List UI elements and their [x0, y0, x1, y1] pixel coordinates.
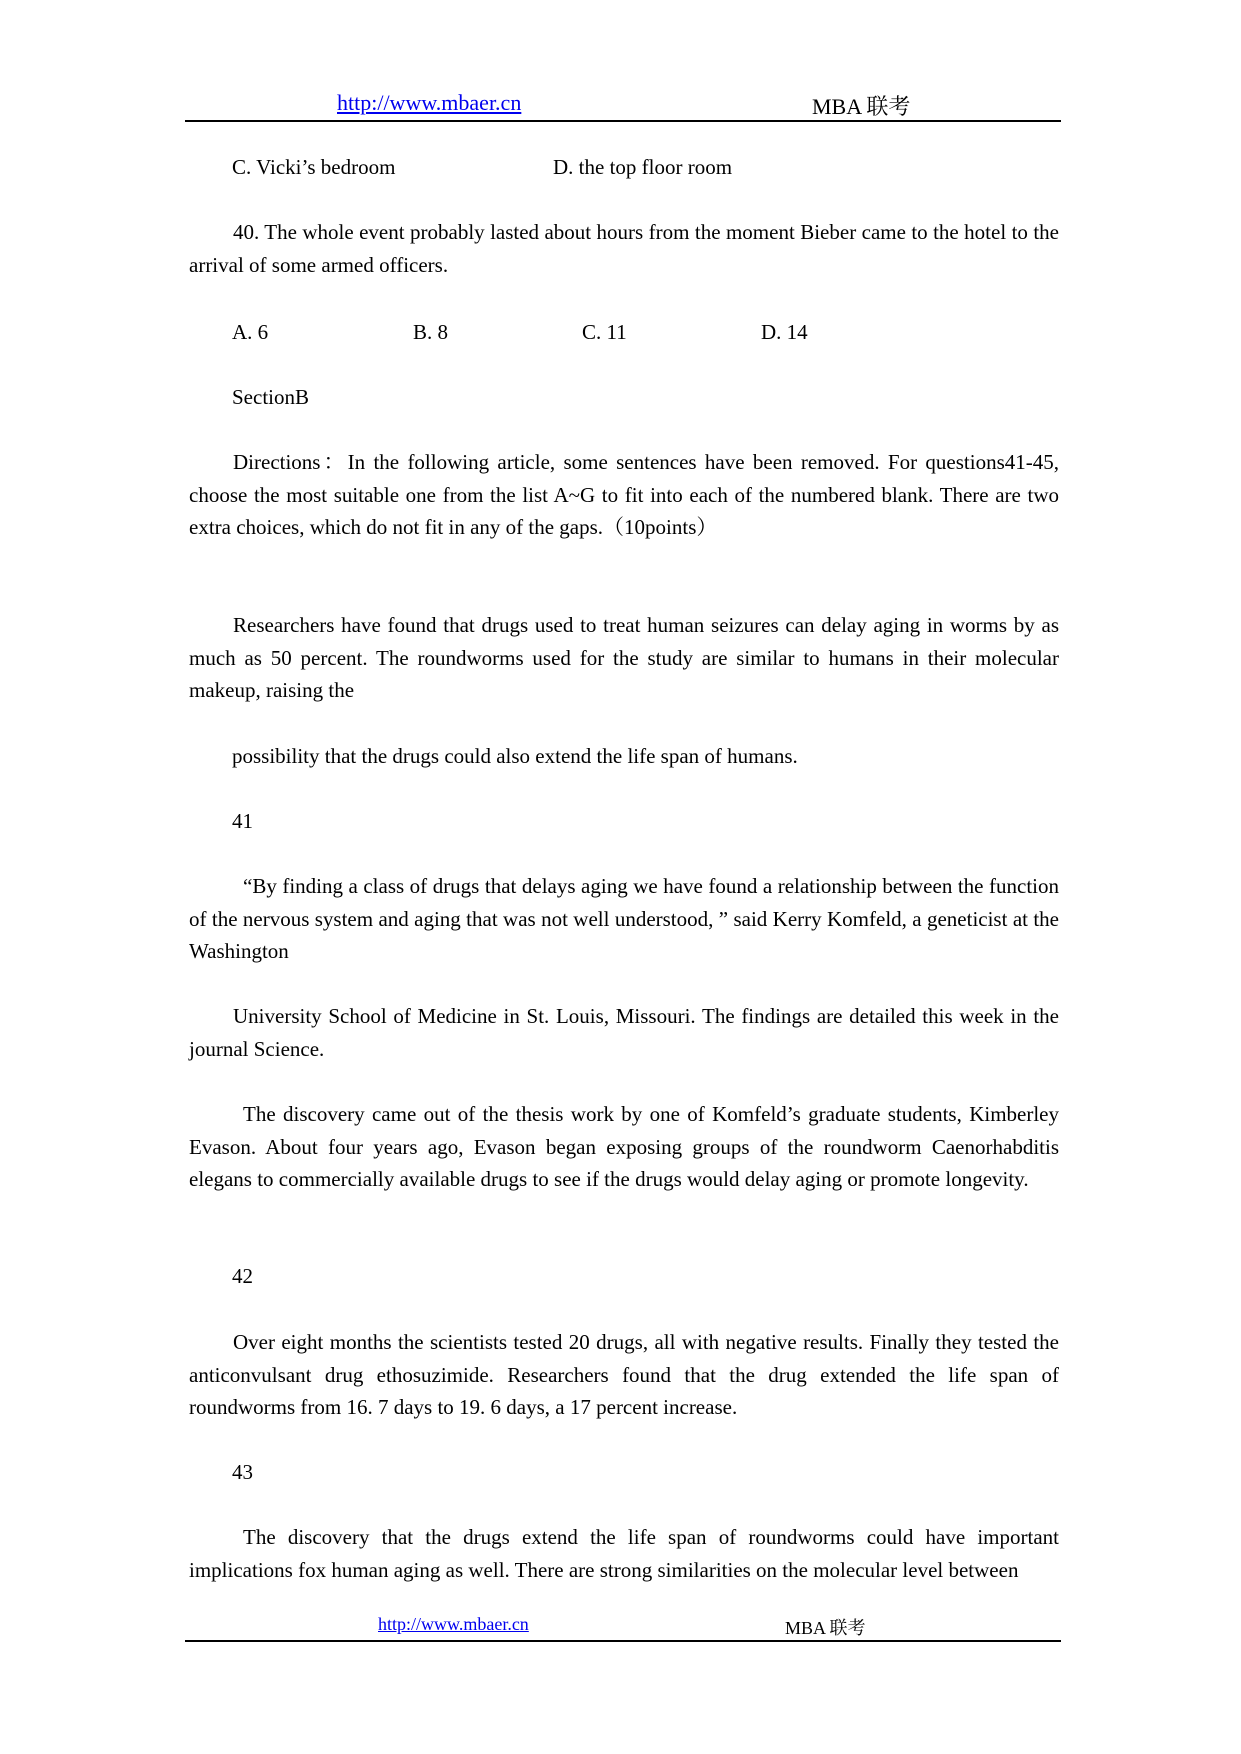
article-paragraph-1-continued: possibility that the drugs could also extend the life span of humans.	[232, 744, 798, 768]
article-paragraph-4: Over eight months the scientists tested 20 drugs, all with negative results. Finally they tested the anticonvulsant drug ethosuzimide. Researchers found that the drug extended the life span of roundworms from 16. 7 days to 19. 6 days, a 17 percent increase.	[189, 1330, 1059, 1420]
article-paragraph-2-continued: University School of Medicine in St. Louis, Missouri. The findings are detailed this week in the journal Science.	[189, 1004, 1059, 1061]
q39-option-d: D. the top floor room	[553, 155, 733, 179]
header-url-link[interactable]: http://www.mbaer.cn	[337, 90, 522, 115]
article-paragraph-2: “By finding a class of drugs that delays aging we have found a relationship between the function of the nervous system and aging that was not well understood, ” said Kerry Komfeld, a geneticist at the Washington	[189, 874, 1059, 964]
footer-url-link[interactable]: http://www.mbaer.cn	[378, 1614, 529, 1634]
q40-option-b: B. 8	[413, 320, 449, 344]
q40-option-c: C. 11	[582, 320, 627, 344]
q40-option-a: A. 6	[232, 320, 269, 344]
page-footer	[185, 1610, 1061, 1642]
section-heading: SectionB	[232, 385, 309, 409]
article-paragraph-5: The discovery that the drugs extend the life span of roundworms could have important implications fox human aging as well. There are strong similarities on the molecular level between	[189, 1525, 1059, 1582]
blank-number-41: 41	[232, 809, 253, 833]
blank-number-42: 42	[232, 1264, 253, 1288]
directions-paragraph: Directions：In the following article, some sentences have been removed. For questions41-45, choose the most suitable one from the list A~G to fit into each of the numbered blank. There are two extra choices, which do not fit in any of the gaps.（10points）	[189, 450, 1059, 540]
article-paragraph-1: Researchers have found that drugs used to treat human seizures can delay aging in worms by as much as 50 percent. The roundworms used for the study are similar to humans in their molecular makeup, raising the	[189, 613, 1059, 703]
q40-question: 40. The whole event probably lasted about hours from the moment Bieber came to the hotel to the arrival of some armed officers.	[189, 220, 1059, 277]
header-tag: MBA 联考	[812, 94, 911, 119]
q40-option-d: D. 14	[761, 320, 808, 344]
blank-number-43: 43	[232, 1460, 253, 1484]
q39-option-c: C. Vicki’s bedroom	[232, 155, 396, 179]
page-header	[185, 86, 1061, 122]
article-paragraph-3: The discovery came out of the thesis work by one of Komfeld’s graduate students, Kimberley Evason. About four years ago, Evason began exposing groups of the roundworm Caenorhabditis elegans to commercially available drugs to see if the drugs would delay aging or promote longevity.	[189, 1102, 1059, 1192]
footer-tag: MBA 联考	[785, 1618, 866, 1638]
